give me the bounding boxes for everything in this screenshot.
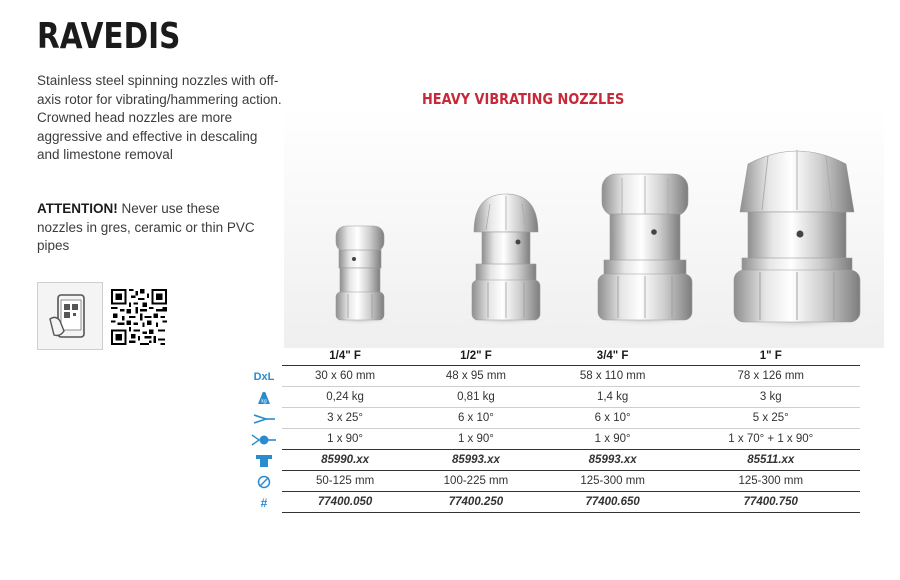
description-line-1: Stainless steel spinning nozzles with off-axis rotor for vibrating/hammering action.: [37, 73, 282, 107]
attention-text: Never use these nozzles in gres, ceramic or thin PVC pipes: [37, 201, 255, 253]
table-header-row: [282, 346, 860, 366]
table-cell: 77400.650: [585, 496, 640, 508]
table-cell: 77400.750: [743, 496, 798, 508]
table-cell: 125-300 mm: [580, 475, 645, 487]
svg-text:kg: kg: [261, 398, 267, 404]
spec-table: [282, 346, 860, 513]
weight-icon: [246, 387, 282, 408]
table-cell: 1 x 90°: [594, 433, 631, 445]
hash-label: #: [260, 495, 268, 510]
smartphone-qr-icon: [38, 283, 102, 349]
code-icon: [246, 492, 282, 513]
table-cell: 50-125 mm: [315, 475, 375, 487]
table-cell: 5 x 25°: [752, 412, 789, 424]
table-cell: 85993.xx: [451, 454, 500, 466]
table-cell: 6 x 10°: [457, 412, 494, 424]
table-cell: 85993.xx: [588, 454, 637, 466]
table-row-front-jets: [282, 408, 860, 429]
table-cell: 1 x 90°: [327, 433, 364, 445]
dimensions-icon: [246, 366, 282, 387]
table-cell: 30 x 60 mm: [315, 370, 376, 382]
nozzle-head-icon: [246, 450, 282, 471]
smartphone-icon-box: [37, 282, 103, 350]
table-cell: 77400.050: [317, 496, 373, 508]
qr-code[interactable]: [111, 289, 167, 345]
dxl-label: DxL: [253, 370, 275, 383]
table-cell: 125-300 mm: [738, 475, 804, 487]
rear-jets-icon: [246, 429, 282, 450]
pipe-diameter-icon: [246, 471, 282, 492]
spec-icons-column: [246, 366, 282, 513]
table-cell: 1 x 70° + 1 x 90°: [728, 433, 814, 445]
table-cell: 3 kg: [759, 391, 782, 403]
table-cell: 6 x 10°: [594, 412, 631, 424]
table-cell: 85511.xx: [747, 454, 795, 466]
table-row-code: [282, 492, 860, 513]
column-header: 1" F: [759, 349, 782, 362]
table-cell: 3 x 25°: [327, 412, 364, 424]
nozzle-product-photo: [284, 108, 884, 348]
attention-label: ATTENTION!: [37, 201, 118, 216]
table-row-pipe-diameter: [282, 471, 860, 492]
column-header: 1/2" F: [460, 349, 492, 362]
front-jets-icon: [246, 408, 282, 429]
table-cell: 85990.xx: [321, 454, 370, 466]
column-header: 3/4" F: [596, 349, 629, 362]
table-cell: 0,81 kg: [457, 391, 495, 403]
table-cell: 78 x 126 mm: [737, 370, 805, 382]
description-line-2: Crowned head nozzles are more aggressive and effective in descaling and limestone removal: [37, 110, 258, 162]
table-cell: 58 x 110 mm: [579, 370, 646, 382]
table-row-head-code: [282, 450, 860, 471]
column-header: 1/4" F: [329, 349, 361, 362]
table-cell: 77400.250: [448, 496, 504, 508]
table-row-dimensions: [282, 366, 860, 387]
table-cell: 0,24 kg: [326, 391, 364, 403]
table-row-rear-jets: [282, 429, 860, 450]
table-cell: 48 x 95 mm: [445, 370, 506, 382]
section-title: HEAVY VIBRATING NOZZLES: [422, 90, 625, 108]
table-row-weight: [282, 387, 860, 408]
attention-note: [37, 200, 267, 256]
table-cell: 1 x 90°: [457, 433, 494, 445]
table-cell: 1,4 kg: [596, 391, 629, 403]
table-cell: 100-225 mm: [443, 475, 509, 487]
product-description: [37, 72, 282, 165]
page-title: RAVEDIS: [37, 16, 181, 57]
